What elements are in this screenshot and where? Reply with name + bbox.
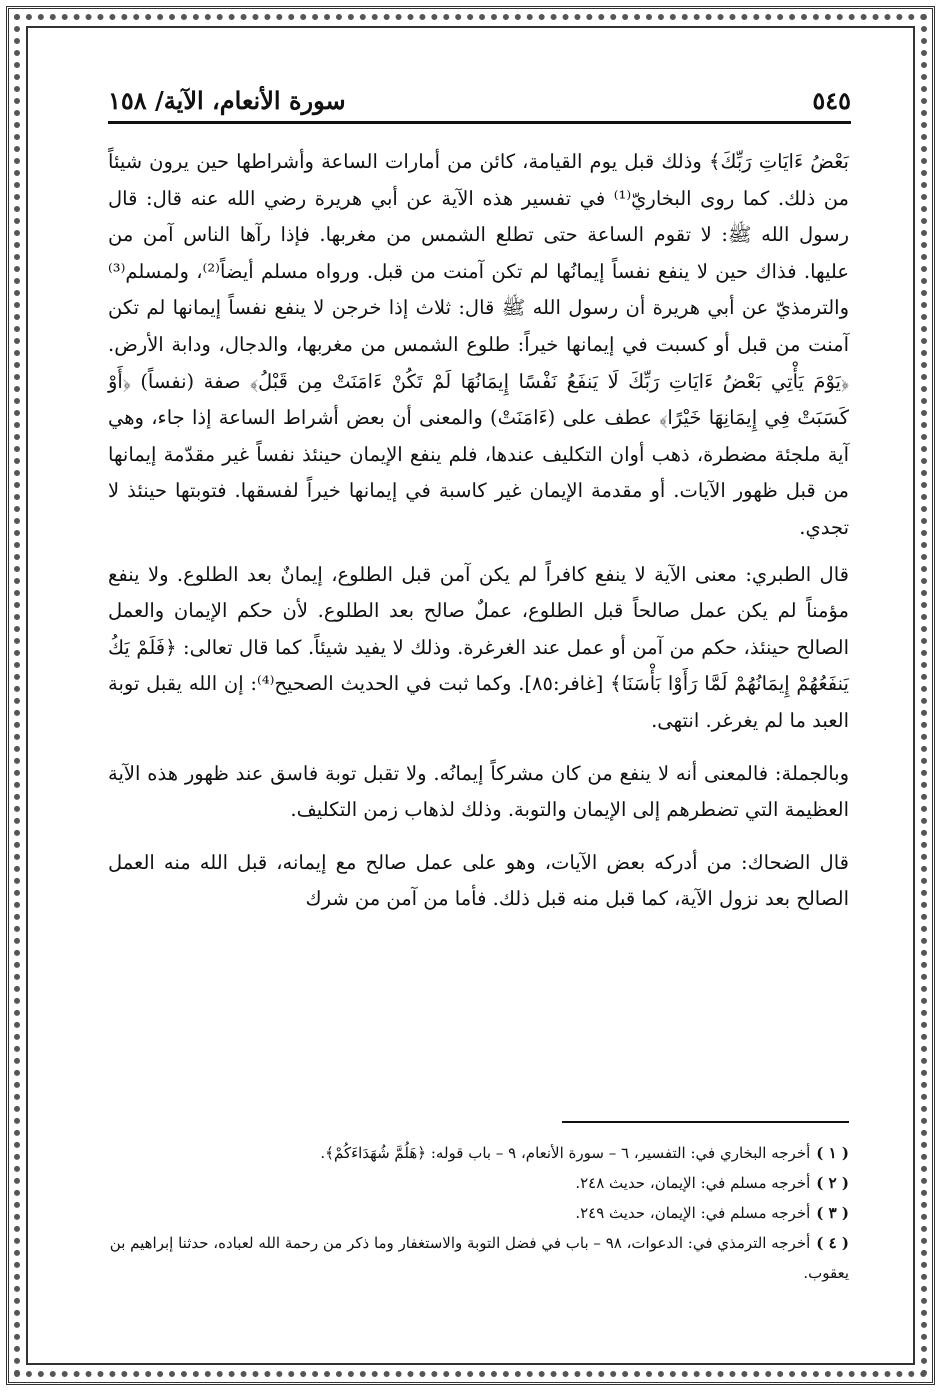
footnote-text: أخرجه مسلم في: الإيمان، حديث ٢٤٨. xyxy=(575,1174,811,1192)
paragraph-1: بَعْضُ ءَايَاتِ رَبِّكَ﴾ وذلك قبل يوم القيامة، كائن من أمارات الساعة وأشراطها حين يرون شيئاً من ذلك. كما روى البخاريّ⁽¹⁾ في تفسير هذه الآية عن أبي هريرة رضي الله عنه قال: قال رسول الله ﷺ: لا تقوم الساعة حتى تطلع الشمس من مغربها. فإذا رآها الناس آمن من عليها. فذاك حين لا ينفع نفساً إيمانُها لم تكن آمنت من قبل. ورواه مسلم أيضاً⁽²⁾، ولمسلم⁽³⁾ والترمذيّ عن أبي هريرة أن رسول الله ﷺ قال: ثلاث إذا خرجن لا ينفع نفساً إيمانها لم تكن آمنت من قبل أو كسبت في إيمانها خيراً: طلوع الشمس من مغربها، والدجال، ودابة الأرض. ﴿يَوْمَ يَأْتِي بَعْضُ ءَايَاتِ رَبِّكَ لَا يَنفَعُ نَفْسًا إِيمَانُهَا لَمْ تَكُنْ ءَامَنَتْ مِن قَبْلُ﴾ صفة (نفساً) ﴿أَوْ كَسَبَتْ فِي إِيمَانِهَا خَيْرًا﴾ عطف على (ءَامَنَتْ) والمعنى أن بعض أشراط الساعة إذا جاء، وهي آية ملجئة مضطرة، ذهب أوان التكليف عندها، فلم ينفع الإيمان حينئذ نفساً غير مقدّمة إيمانها من قبل ظهور الآيات. أو مقدمة الإيمان غير كاسبة في إيمانها خيراً لفسقها. فتوبتها حينئذ لا تجدي. xyxy=(108,150,849,539)
footnotes xyxy=(108,1138,849,1288)
footnote-number: ( ١ ) xyxy=(816,1144,849,1162)
footnote-number: ( ٢ ) xyxy=(816,1174,849,1192)
paragraph-2: قال الطبري: معنى الآية لا ينفع كافراً لم يكن آمن قبل الطلوع، إيمانٌ بعد الطلوع. ولا ينفع مؤمناً لم يكن عمل صالحاً قبل الطلوع، عملٌ صالح بعد الطلوع. لأن حكم الإيمان والعمل الصالح حينئذ، حكم من آمن أو عمل عند الغرغرة. وذلك لا يفيد شيئاً. كما قال تعالى: ﴿فَلَمْ يَكُ يَنفَعُهُمْ إِيمَانُهُمْ لَمَّا رَأَوْا بَأْسَنَا﴾ [غافر:٨٥]. وكما ثبت في الحديث الصحيح⁽⁴⁾: إن الله يقبل توبة العبد ما لم يغرغر. انتهى. xyxy=(108,562,849,732)
running-title: سورة الأنعام، الآية/ ١٥٨ xyxy=(108,85,346,115)
page-number: ٥٤٥ xyxy=(812,85,851,115)
footnote-1 xyxy=(108,1138,849,1168)
footnote-4 xyxy=(108,1228,849,1288)
paragraph-3: وبالجملة: فالمعنى أنه لا ينفع من كان مشركاً إيمانُه. ولا تقبل توبة فاسق عند ظهور هذه الآية العظيمة التي تضطرهم إلى الإيمان والتوبة. وذلك لذهاب زمن التكليف. xyxy=(108,761,849,822)
footnote-2 xyxy=(108,1168,849,1198)
header-rule xyxy=(108,121,851,124)
footnote-rule xyxy=(562,1121,849,1123)
footnote-text: أخرجه مسلم في: الإيمان، حديث ٢٤٩. xyxy=(575,1204,811,1222)
footnote-text: أخرجه البخاري في: التفسير، ٦ – سورة الأنعام، ٩ – باب قوله: ﴿هَلُمَّ شُهَدَاءَكُمْ﴾. xyxy=(320,1144,811,1162)
footnote-3 xyxy=(108,1198,849,1228)
paragraph-4: قال الضحاك: من أدركه بعض الآيات، وهو على عمل صالح مع إيمانه، قبل الله منه العمل الصالح بعد نزول الآية، كما قبل منه قبل ذلك. فأما من آمن من شرك xyxy=(108,850,849,911)
footnote-text: أخرجه الترمذي في: الدعوات، ٩٨ – باب في فضل التوبة والاستغفار وما ذكر من رحمة الله لعباده، حدثنا إبراهيم بن يعقوب. xyxy=(109,1234,849,1282)
main-text xyxy=(108,144,849,934)
footnote-number: ( ٤ ) xyxy=(816,1234,849,1252)
page-header xyxy=(108,80,851,120)
footnote-number: ( ٣ ) xyxy=(816,1204,849,1222)
